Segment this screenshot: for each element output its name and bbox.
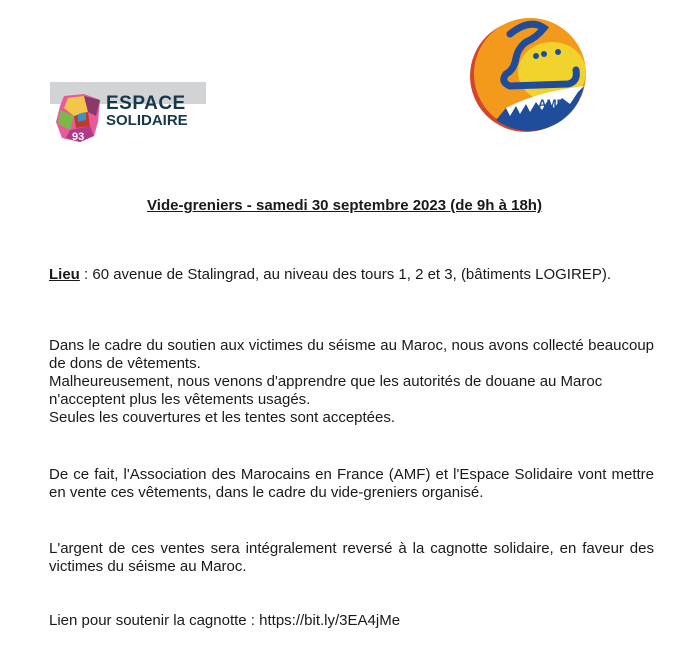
paragraph-context-line3: Seules les couvertures et les tentes sont acceptées.: [49, 409, 396, 426]
logo-text-solidaire: SOLIDAIRE: [106, 112, 188, 129]
paragraph-sale: De ce fait, l'Association des Marocains en France (AMF) et l'Espace Solidaire vont mettre en vente ces vêtements, dans le cadre du vide-greniers organisé.: [49, 466, 654, 501]
svg-text:93: 93: [72, 131, 85, 143]
location-line: [49, 266, 654, 284]
fundraiser-link-label: Lien pour soutenir la cagnotte :: [49, 612, 260, 629]
seine-saint-denis-map-icon: [54, 92, 104, 144]
paragraph-context: [49, 337, 654, 427]
document-title: Vide-greniers - samedi 30 septembre 2023 (de 9h à 18h): [147, 197, 542, 214]
fundraiser-link[interactable]: https://bit.ly/3EA4jMe: [259, 612, 401, 629]
amf-logo: [466, 12, 590, 138]
paragraph-context-line1: Dans le cadre du soutien aux victimes du séisme au Maroc, nous avons collecté beaucoup de dons de vêtements.: [49, 337, 654, 372]
paragraph-context-line2: Malheureusement, nous venons d'apprendre que les autorités de douane au Maroc n'acceptent plus les vêtements usagés.: [49, 373, 603, 408]
fundraiser-link-line: [49, 612, 654, 630]
location-text: : 60 avenue de Stalingrad, au niveau des tours 1, 2 et 3, (bâtiments LOGIREP).: [79, 266, 611, 283]
svg-text:AMF: AMF: [538, 97, 564, 111]
location-label: Lieu: [49, 266, 80, 283]
logo-text-espace: ESPACE: [106, 93, 186, 114]
paragraph-donation: L'argent de ces ventes sera intégralement reversé à la cagnotte solidaire, en faveur des victimes du séisme au Maroc.: [49, 540, 654, 575]
espace-solidaire-logo: [50, 82, 206, 144]
